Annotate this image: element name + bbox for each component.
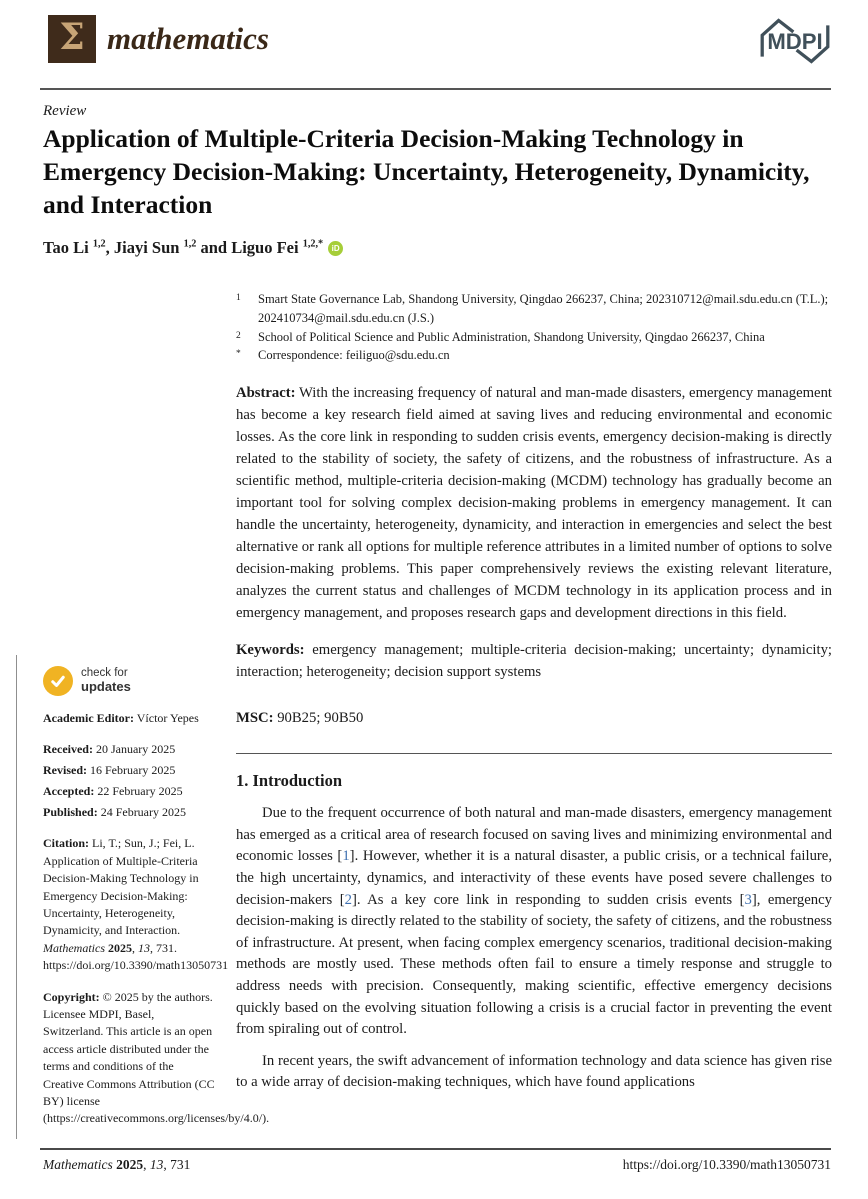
revised-date: Revised: 16 February 2025: [43, 763, 176, 778]
keywords-text: emergency management; multiple-criteria decision-making; uncertainty; dynamicity; interaction; heterogeneity; decision support systems: [236, 641, 832, 680]
affiliation-1: [236, 290, 832, 328]
msc-codes: MSC: 90B25; 90B50: [236, 709, 364, 726]
check-for-updates-button[interactable]: [43, 666, 217, 696]
copyright-text: © 2025 by the authors. Licensee MDPI, Basel, Switzerland. This article is an open access article distributed under the terms and conditions of the Creative Commons Attribution (CC BY) license (https://creativecommons.org/licenses/by/4.0/).: [43, 989, 270, 1126]
citation-text: Li, T.; Sun, J.; Fei, L. Application of Multiple-Criteria Decision-Making Technology in Emergency Decision-Making: Uncertainty, Heterogeneity, Dynamicity, and Interaction. Mathematics 2025, 13, 731. https://doi.org/10.3390/math13050731: [43, 836, 229, 973]
citation-block: Citation: Li, T.; Sun, J.; Fei, L. Application of Multiple-Criteria Decision-Making Technology in Emergency Decision-Making: Uncertainty, Heterogeneity, Dynamicity, and Interaction. Mathematics 2025, 13, 731. https://doi.org/10.3390/math13050731: [43, 836, 229, 973]
correspondence-text: Correspondence: feiliguo@sdu.edu.cn: [258, 348, 450, 363]
journal-name: mathematics: [107, 21, 269, 56]
abstract-text: With the increasing frequency of natural and man-made disasters, emergency management has become a key research field aimed at saving lives and reducing environmental and economic losses. As the core link in responding to sudden crisis events, emergency decision-making is directly related to the stability of society, the safety of citizens, and the robustness of infrastructure. As a scientific method, multiple-criteria decision-making (MCDM) technology has gradually become an important tool for solving complex decision-making problems in emergency management. It can handle the uncertainty, heterogeneity, dynamicity, and interaction in emergencies and select the best alternative or rank all options for multiple reference attributes in a limited number of options to solve decision-making problems. This paper comprehensively reviews the existing relevant literature, analyzes the current status and challenges of MCDM technology in its application process and in emergency management, and proposes research gaps and development directions in this field.: [236, 385, 832, 622]
journal-logo: [48, 15, 96, 63]
footer-doi-link[interactable]: https://doi.org/10.3390/math13050731: [622, 1157, 831, 1172]
crossmark-check-icon: [43, 666, 73, 696]
published-date: Published: 24 February 2025: [43, 805, 187, 820]
received-date: Received: 20 January 2025: [43, 742, 176, 757]
orcid-icon[interactable]: iD: [328, 241, 343, 256]
affiliation-1-text: Smart State Governance Lab, Shandong University, Qingdao 266237, China; 202310712@mail.sdu.edu.cn (T.L.); 202410734@mail.sdu.edu.cn (J.S.): [258, 292, 829, 325]
main-content-column: [236, 290, 832, 1094]
keywords: Keywords: emergency management; multiple-criteria decision-making; uncertainty; dynamicity; interaction; heterogeneity; decision support systems: [236, 641, 832, 680]
introduction-paragraph-1: Due to the frequent occurrence of both natural and man-made disasters, emergency management has emerged as a critical area of research focused on saving lives and minimizing environmental and economic losses [1]. However, whether it is a natural disaster, a public crisis, or a technical failure, the high uncertainty, dynamics, and interactivity of these events have posed severe challenges to decision-makers [2]. As a key core link in responding to sudden crisis events [3], emergency decision-making is directly related to the stability of society, the safety of citizens, and the robustness of infrastructure. At present, when facing complex emergency scenarios, traditional decision-making methods are mostly used. These methods often fail to ensure a timely response and struggle to address needs with precision. Consequently, making scientific, effective emergency decisions quickly based on the evolving situation following a crisis is a crucial factor in preventing the event from spiraling out of control.: [236, 805, 832, 1038]
abstract: Abstract: With the increasing frequency of natural and man-made disasters, emergency management has become a key research field aimed at saving lives and reducing environmental and economic losses. As the core link in responding to sudden crisis events, emergency decision-making is directly related to the stability of society, the safety of citizens, and the robustness of infrastructure. As a scientific method, multiple-criteria decision-making (MCDM) technology has gradually become an important tool for solving complex decision-making problems in emergency management. It can handle the uncertainty, heterogeneity, dynamicity, and interaction in emergencies and select the best alternative or rank all options for multiple reference attributes in a limited number of options to solve decision-making problems. This paper comprehensively reviews the existing relevant literature, analyzes the current status and challenges of MCDM technology in its application process and in emergency management, and proposes research gaps and development directions in this field.: [236, 385, 832, 622]
history-dates: [43, 741, 217, 821]
sidebar-divider-line: [16, 655, 17, 1139]
page-footer: [43, 1157, 831, 1173]
affiliation-1-marker: 1: [236, 293, 241, 303]
introduction-paragraph-2: In recent years, the swift advancement of information technology and data science has given rise to a wide array of decision-making techniques, which have found applications: [236, 1052, 832, 1091]
footer-journal-ref: Mathematics 2025, 13, 731: [43, 1157, 191, 1172]
authors-text: Tao Li $^{1,2}$, Jiayi Sun $^{1,2}$ and Liguo Fei $^{1,2,*}$: [43, 238, 324, 257]
correspondence: [236, 346, 832, 365]
affiliations: [236, 290, 832, 365]
affiliation-2-text: School of Political Science and Public Administration, Shandong University, Qingdao 266237, China: [258, 329, 765, 344]
mdpi-logo: [754, 13, 836, 74]
authors-line: [43, 238, 343, 258]
academic-editor: Academic Editor: Víctor Yepes: [43, 711, 199, 725]
msc-text: 90B25; 90B50: [273, 709, 364, 726]
footer-divider: [40, 1148, 831, 1150]
affiliation-2: [236, 328, 832, 347]
correspondence-marker: *: [236, 349, 241, 360]
introduction-heading: 1. Introduction: [236, 771, 343, 791]
article-meta-sidebar: [43, 666, 270, 1128]
header-divider: [40, 88, 831, 90]
accepted-date: Accepted: 22 February 2025: [43, 784, 183, 799]
affiliation-2-marker: 2: [236, 330, 241, 341]
sigma-icon: Σ: [59, 16, 85, 58]
page-title: Application of Multiple-Criteria Decision-Making Technology in Emergency Decision-Making: Uncertainty, Heterogeneity, Dynamicity, and Interaction: [43, 124, 810, 219]
check-for-updates-label: check for updates: [81, 667, 131, 694]
article-type-label: Review: [43, 103, 87, 119]
mdpi-logo-text: MDPI: [767, 29, 823, 55]
abstract-body-divider: [236, 753, 832, 755]
copyright-block: Copyright: © 2025 by the authors. Licensee MDPI, Basel, Switzerland. This article is an open access article distributed under the terms and conditions of the Creative Commons Attribution (CC BY) license (https://creativecommons.org/licenses/by/4.0/).: [43, 989, 270, 1126]
